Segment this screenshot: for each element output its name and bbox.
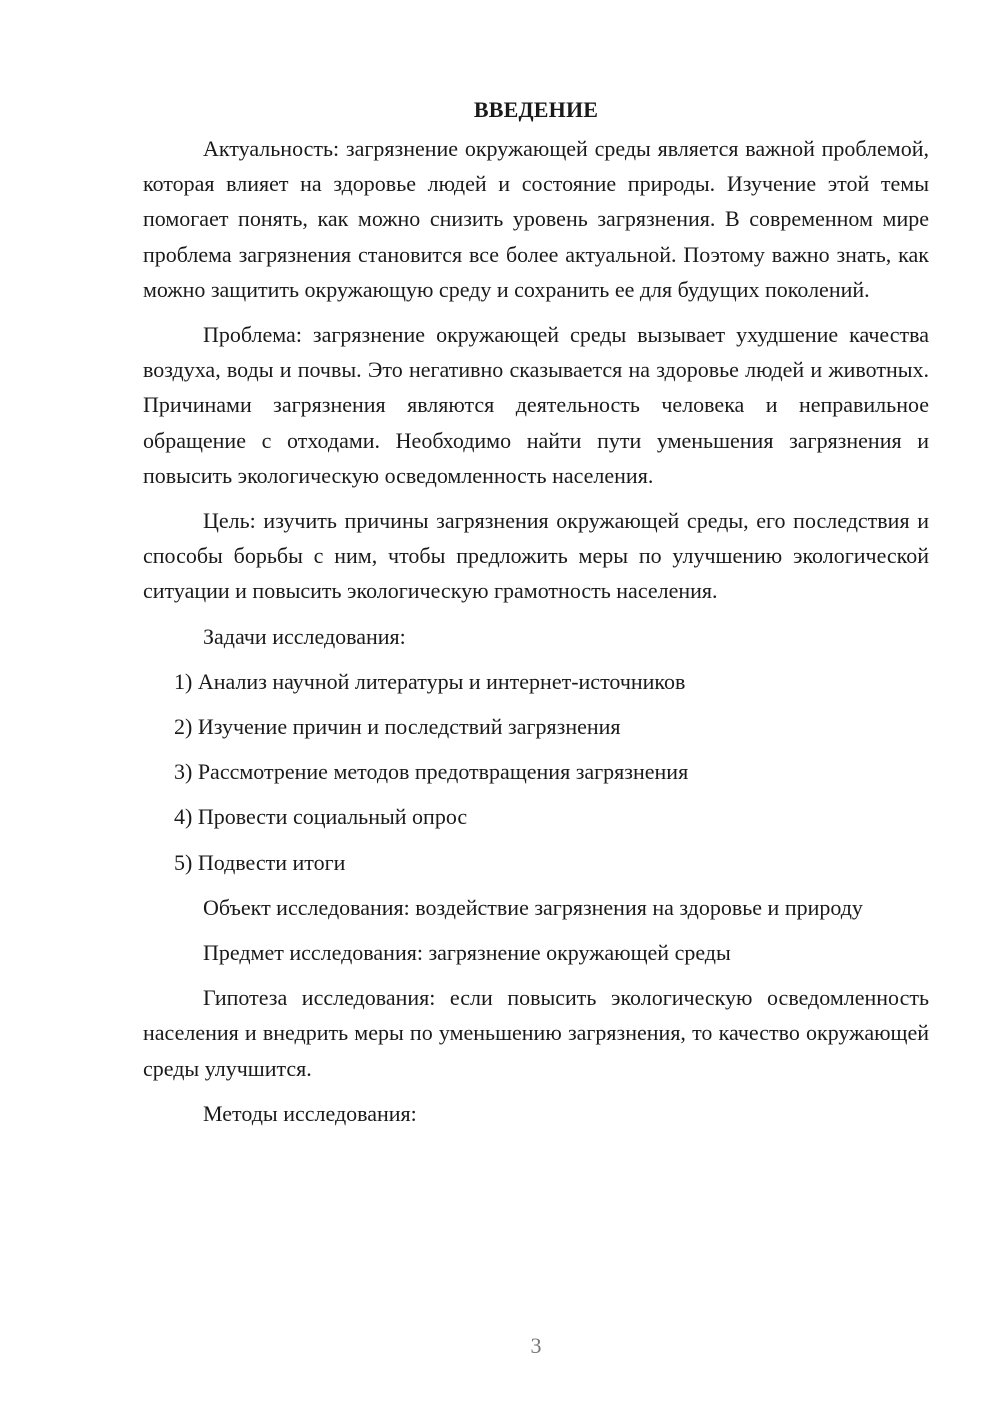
task-item: 4) Провести социальный опрос xyxy=(174,804,468,830)
section-title: ВВЕДЕНИЕ xyxy=(473,97,599,122)
tasks-list xyxy=(143,664,929,880)
task-item: 1) Анализ научной литературы и интернет-источников xyxy=(174,668,686,694)
tasks-heading: Задачи исследования: xyxy=(203,623,406,649)
page-number: 3 xyxy=(530,1333,542,1358)
paragraph-subject: Предмет исследования: загрязнение окружающей среды xyxy=(203,940,731,966)
paragraph-relevance: Актуальность: загрязнение окружающей среды является важной проблемой, которая влияет на здоровье людей и состояние природы. Изучение этой темы помогает понять, как можно снизить уровень загрязнения. В современном мире проблема загрязнения становится все более актуальной. Поэтому важно знать, как можно защитить окружающую среду и сохранить ее для будущих поколений. xyxy=(143,136,929,302)
task-item: 3) Рассмотрение методов предотвращения загрязнения xyxy=(174,759,689,785)
page-content xyxy=(143,92,929,1141)
task-item: 2) Изучение причин и последствий загрязнения xyxy=(174,714,621,740)
paragraph-hypothesis: Гипотеза исследования: если повысить экологическую осведомленность населения и внедрить меры по уменьшению загрязнения, то качество окружающей среды улучшится. xyxy=(143,985,929,1081)
paragraph-object: Объект исследования: воздействие загрязнения на здоровье и природу xyxy=(203,894,863,920)
methods-heading: Методы исследования: xyxy=(203,1100,417,1126)
paragraph-problem: Проблема: загрязнение окружающей среды вызывает ухудшение качества воздуха, воды и почвы. Это негативно сказывается на здоровье людей и животных. Причинами загрязнения являются деятельность человека и неправильное обращение с отходами. Необходимо найти пути уменьшения загрязнения и повысить экологическую осведомленность населения. xyxy=(143,322,929,488)
task-item: 5) Подвести итоги xyxy=(174,849,346,875)
paragraph-goal: Цель: изучить причины загрязнения окружающей среды, его последствия и способы борьбы с ним, чтобы предложить меры по улучшению экологической ситуации и повысить экологическую грамотность населения. xyxy=(143,508,929,604)
